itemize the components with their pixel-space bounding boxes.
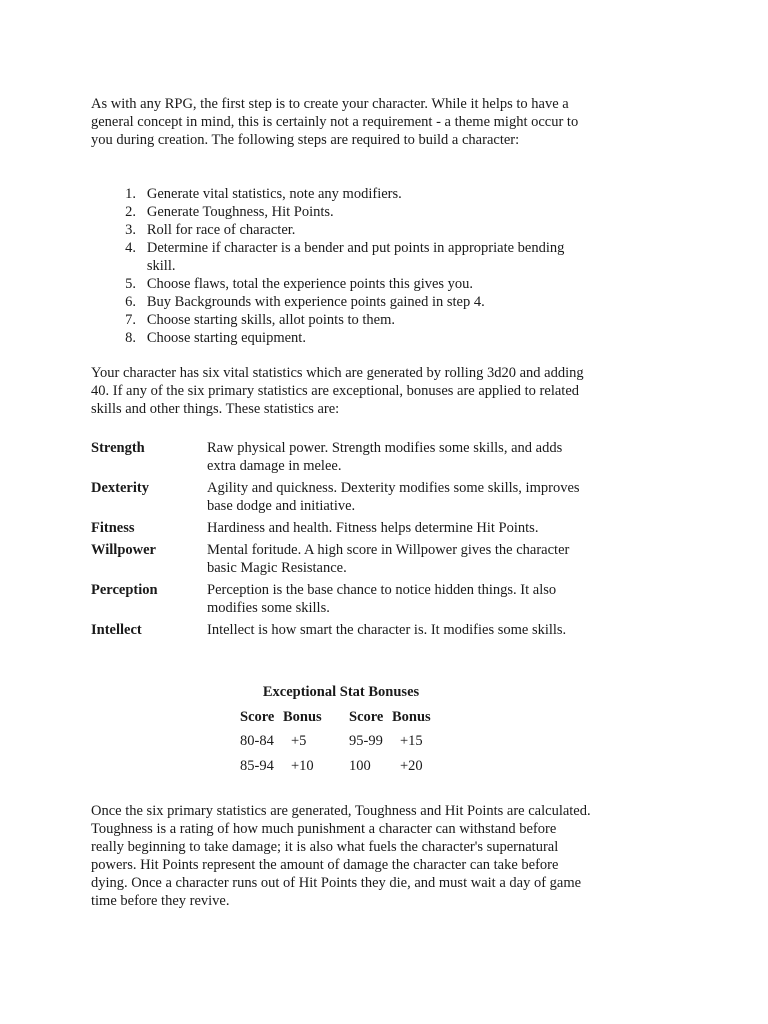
table-cell: 100 (349, 757, 371, 774)
bonus-table (240, 708, 445, 781)
steps-list (91, 185, 591, 347)
column-header: Score (240, 709, 275, 725)
list-item (91, 293, 591, 311)
table-header-row (240, 708, 445, 732)
list-item-number: 7. (125, 312, 136, 328)
stats-definition-list (91, 439, 591, 643)
table-cell: 85-94 (240, 757, 274, 774)
stat-name: Intellect (91, 622, 142, 638)
table-row (240, 732, 445, 757)
list-item-number: 4. (125, 240, 136, 256)
stat-row-perception (91, 581, 591, 617)
list-item-number: 1. (125, 186, 136, 202)
list-item-number: 5. (125, 276, 136, 292)
list-item-text: Determine if character is a bender and put points in appropriate bending skill. (146, 240, 565, 274)
bonus-table-title: Exceptional Stat Bonuses (262, 684, 420, 700)
stat-description: Perception is the base chance to notice hidden things. It also modifies some skills. (207, 582, 557, 616)
column-header: Score (349, 709, 384, 725)
list-item (91, 329, 591, 347)
list-item (91, 239, 591, 275)
stat-row-strength (91, 439, 591, 475)
list-item (91, 311, 591, 329)
list-item-number: 2. (125, 204, 136, 220)
stat-row-fitness (91, 519, 591, 537)
list-item (91, 203, 591, 221)
table-cell: +20 (400, 757, 423, 774)
stat-description: Raw physical power. Strength modifies some skills, and adds extra damage in melee. (207, 440, 563, 474)
stat-name: Willpower (91, 542, 156, 558)
list-item (91, 185, 591, 203)
table-row (240, 757, 445, 782)
stat-description: Mental foritude. A high score in Willpower gives the character basic Magic Resistance. (207, 542, 570, 576)
list-item-text: Generate vital statistics, note any modifiers. (146, 186, 402, 202)
stat-row-dexterity (91, 479, 591, 515)
column-header: Bonus (283, 709, 322, 725)
stat-description: Intellect is how smart the character is. It modifies some skills. (207, 622, 567, 638)
table-cell: +5 (291, 733, 307, 749)
list-item-text: Buy Backgrounds with experience points gained in step 4. (146, 294, 485, 310)
vital-stats-paragraph: Your character has six vital statistics which are generated by rolling 3d20 and adding 40. If any of the six primary statistics are exceptional, bonuses are applied to related skills and other things. These statistics are: (91, 365, 584, 417)
list-item-text: Generate Toughness, Hit Points. (146, 204, 334, 220)
list-item-number: 6. (125, 294, 136, 310)
list-item-text: Choose starting equipment. (146, 330, 306, 346)
column-header: Bonus (392, 709, 431, 725)
table-cell: 95-99 (349, 733, 383, 749)
intro-paragraph: As with any RPG, the first step is to create your character. While it helps to have a general concept in mind, this is certainly not a requirement - a theme might occur to you during creation. The following steps are required to build a character: (91, 96, 579, 148)
stat-row-willpower (91, 541, 591, 577)
stat-description: Agility and quickness. Dexterity modifies some skills, improves base dodge and initiative. (207, 480, 580, 514)
list-item-text: Choose starting skills, allot points to them. (146, 312, 395, 328)
list-item-number: 3. (125, 222, 136, 238)
list-item-text: Choose flaws, total the experience points this gives you. (146, 276, 474, 292)
table-cell: +15 (400, 733, 423, 749)
table-cell: 80-84 (240, 733, 274, 749)
stat-name: Dexterity (91, 480, 149, 496)
list-item-number: 8. (125, 330, 136, 346)
list-item (91, 275, 591, 293)
stat-name: Perception (91, 582, 158, 598)
stat-name: Strength (91, 440, 145, 456)
list-item-text: Roll for race of character. (146, 222, 296, 238)
list-item (91, 221, 591, 239)
outro-paragraph: Once the six primary statistics are generated, Toughness and Hit Points are calculated. Toughness is a rating of how much punishment a character can withstand before really beginning to take damage; it is also what fuels the character's supernatural powers. Hit Points represent the amount of damage the character can take before dying. Once a character runs out of Hit Points they die, and must wait a day of game time before they revive. (91, 803, 591, 909)
stat-description: Hardiness and health. Fitness helps determine Hit Points. (207, 520, 539, 536)
stat-row-intellect (91, 621, 591, 639)
stat-name: Fitness (91, 520, 135, 536)
table-cell: +10 (291, 757, 314, 774)
